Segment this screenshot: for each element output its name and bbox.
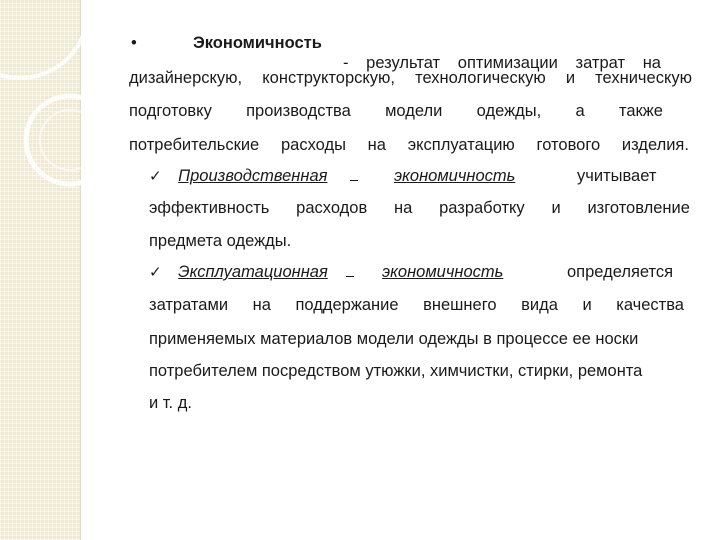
checkmark-icon: ✓	[149, 264, 162, 281]
term-economy: Экономичность	[193, 34, 322, 52]
term-production: Производственная	[178, 167, 328, 185]
p2-line3: предмета одежды.	[149, 232, 292, 250]
p1-line4: потребительские расходы на эксплуатацию готового изделия.	[129, 136, 689, 154]
p1-line1-rest: - результат оптимизации затрат на	[343, 54, 661, 72]
verb-accounts: учитывает	[577, 167, 657, 185]
p2-line2: эффективность расходов на разработку и изготовление	[149, 199, 690, 217]
p3-line5: и т. д.	[149, 394, 192, 412]
p3-line1	[149, 262, 674, 283]
p3-line3: применяемых материалов модели одежды в процессе ее носки	[149, 330, 639, 348]
term-economy-2: экономичность	[394, 167, 516, 185]
p2-line1	[149, 166, 669, 187]
term-economy-3: экономичность	[382, 263, 504, 281]
decorative-side-band	[0, 0, 81, 540]
underline-gap	[350, 166, 358, 181]
checkmark-icon: ✓	[149, 168, 162, 185]
p1-line3: подготовку производства модели одежды, а также	[129, 102, 663, 120]
p1-line1	[131, 33, 661, 72]
p3-line2: затратами на поддержание внешнего вида и качества	[149, 296, 684, 314]
p3-line4: потребителем посредством утюжки, химчистки, стирки, ремонта	[149, 362, 643, 380]
term-operational: Эксплуатационная	[178, 263, 328, 281]
verb-determined: определяется	[567, 263, 674, 281]
bullet: •	[131, 34, 137, 52]
underline-gap	[346, 262, 354, 277]
p1-line2: дизайнерскую, конструкторскую, технологическую и техническую	[129, 69, 692, 87]
